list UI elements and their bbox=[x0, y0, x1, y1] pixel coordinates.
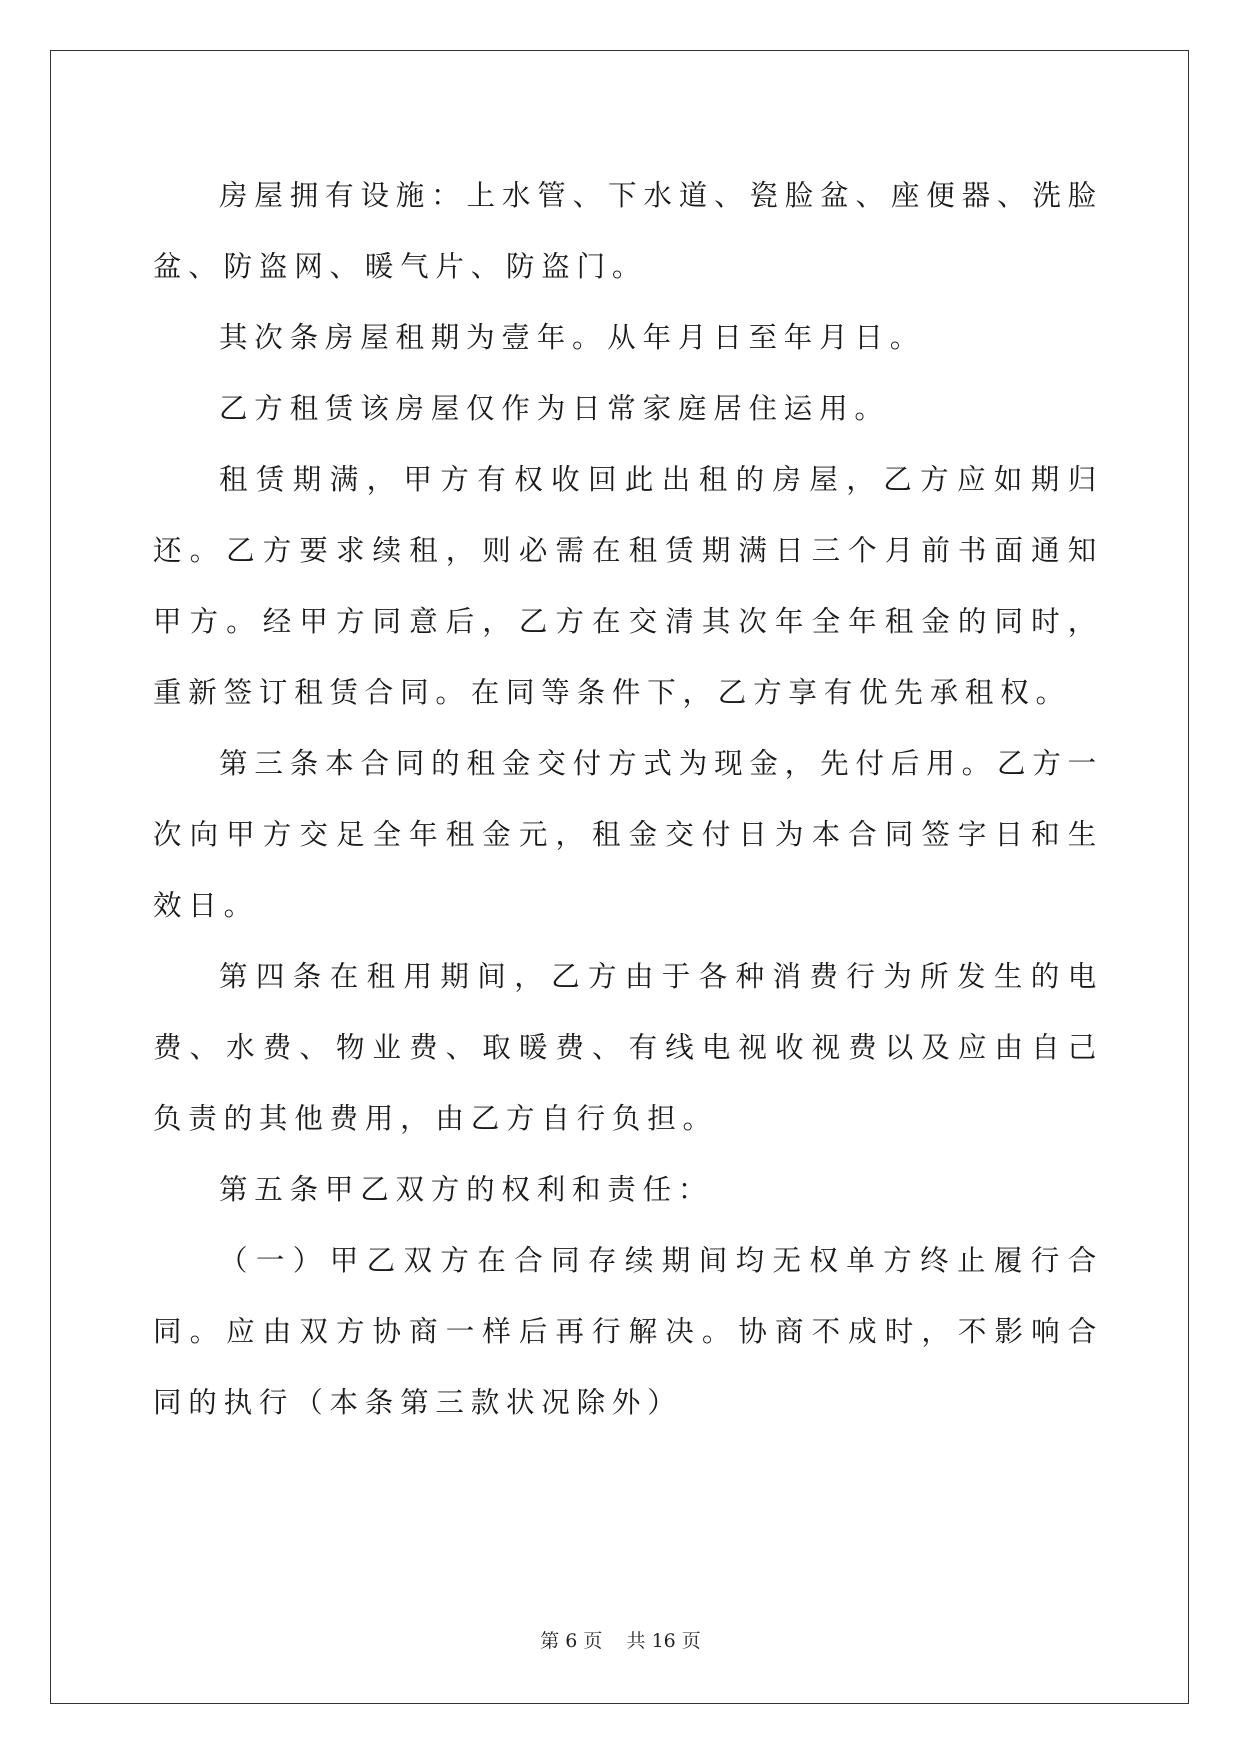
page-number: 第 6 页 共 16 页 bbox=[540, 1630, 701, 1652]
paragraph-article-four: 第四条在租用期间，乙方由于各种消费行为所发生的电费、水费、物业费、取暖费、有线电视收视费以及应由自己负责的其他费用，由乙方自行负担。 bbox=[153, 960, 1103, 1135]
paragraph-renewal: 租赁期满，甲方有权收回此出租的房屋，乙方应如期归还。乙方要求续租，则必需在租赁期满日三个月前书面通知甲方。经甲方同意后，乙方在交清其次年全年租金的同时，重新签订租赁合同。在同等条件下，乙方享有优先承租权。 bbox=[153, 463, 1103, 709]
paragraph-facilities: 房屋拥有设施：上水管、下水道、瓷脸盆、座便器、洗脸盆、防盗网、暖气片、防盗门。 bbox=[153, 179, 1103, 283]
document-body bbox=[153, 160, 1103, 1438]
paragraph-usage: 乙方租赁该房屋仅作为日常家庭居住运用。 bbox=[219, 392, 890, 425]
paragraph-lease-term: 其次条房屋租期为壹年。从年月日至年月日。 bbox=[219, 321, 926, 354]
paragraph-article-five: 第五条甲乙双方的权利和责任： bbox=[219, 1173, 714, 1206]
paragraph-clause-one: （一）甲乙双方在合同存续期间均无权单方终止履行合同。应由双方协商一样后再行解决。协商不成时，不影响合同的执行（本条第三款状况除外） bbox=[153, 1244, 1103, 1419]
paragraph-article-three: 第三条本合同的租金交付方式为现金，先付后用。乙方一次向甲方交足全年租金元，租金交付日为本合同签字日和生效日。 bbox=[153, 747, 1103, 922]
